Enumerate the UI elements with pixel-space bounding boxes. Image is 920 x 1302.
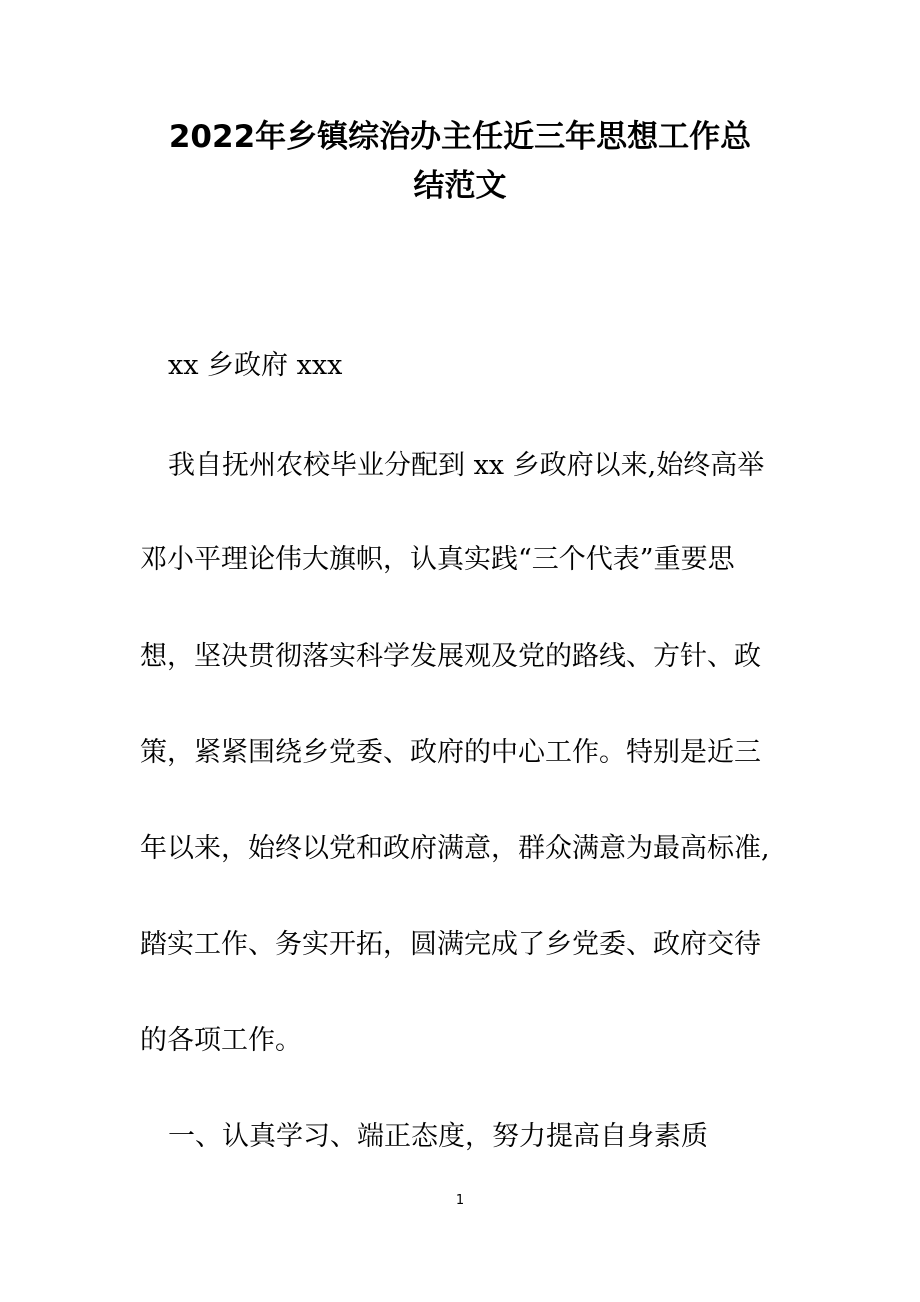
document-title-line-1: 2022年乡镇综治办主任近三年思想工作总 bbox=[168, 119, 752, 155]
body-text-line: 我自抚州农校毕业分配到 xx 乡政府以来,始终高举 bbox=[168, 450, 765, 481]
author-line: xx 乡政府 xxx bbox=[168, 350, 343, 381]
body-text-line: 想，坚决贯彻落实科学发展观及党的路线、方针、政 bbox=[140, 641, 761, 672]
document-title-line-2: 结范文 bbox=[413, 168, 507, 204]
page-number: 1 bbox=[455, 1193, 465, 1208]
body-text-line: 邓小平理论伟大旗帜，认真实践“三个代表”重要思 bbox=[140, 544, 735, 575]
body-text-line: 踏实工作、务实开拓，圆满完成了乡党委、政府交待 bbox=[140, 929, 761, 960]
body-text-line: 的各项工作。 bbox=[140, 1025, 302, 1056]
section-heading: 一、认真学习、端正态度，努力提高自身素质 bbox=[168, 1121, 708, 1152]
body-text-line: 策，紧紧围绕乡党委、政府的中心工作。特别是近三 bbox=[140, 737, 761, 768]
body-text-line: 年以来，始终以党和政府满意，群众满意为最高标准, bbox=[140, 833, 770, 864]
